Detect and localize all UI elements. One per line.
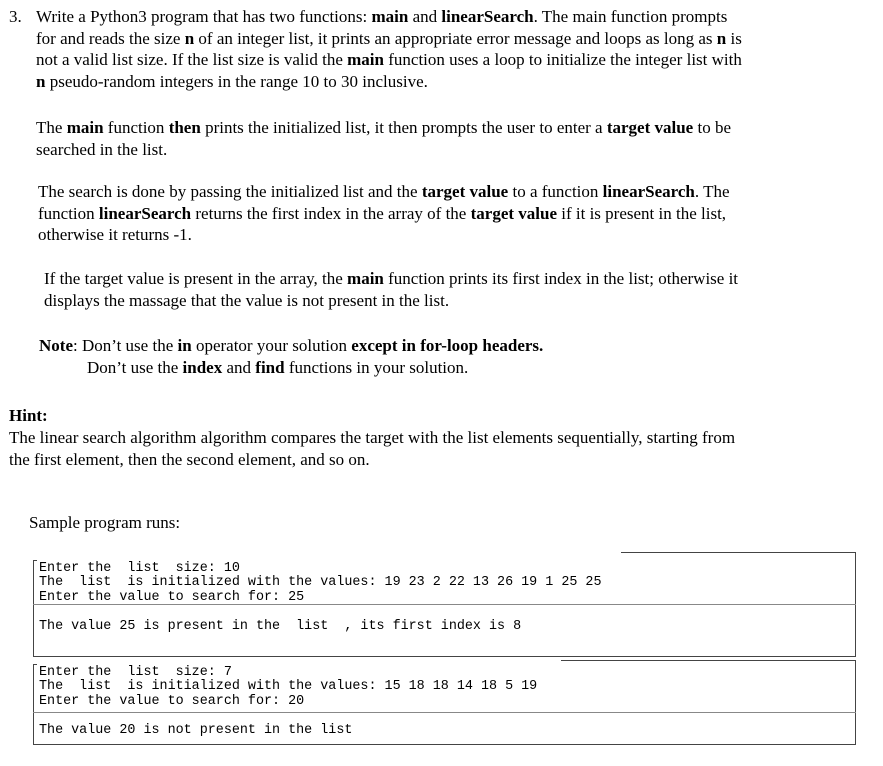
bold-term: target value [421, 182, 509, 201]
run2-line-3: Enter the value to search for: 20 [39, 694, 305, 709]
text-run: Don’t use the [87, 357, 183, 377]
run2-top-rule [561, 660, 856, 661]
text-run: and [222, 357, 256, 377]
text-run: to be [693, 118, 732, 137]
p2-line-2 [36, 139, 167, 161]
note-line-1 [39, 335, 543, 357]
bold-term: then [168, 118, 201, 137]
text-run: not a valid list size. If the list size is valid the [36, 50, 348, 69]
p1-line-1 [36, 6, 727, 28]
bold-term: n [36, 71, 46, 91]
run1-bottom-rule [33, 656, 856, 657]
bold-term: linearSearch [441, 7, 534, 26]
bold-term: main [66, 118, 104, 137]
text-run: returns the first index in the array of the [191, 203, 471, 223]
run1-top-rule [621, 552, 856, 553]
text-run: prints the initialized list, it then prompts the user to enter a [200, 118, 607, 137]
text-run: : Don’t use the [72, 336, 178, 355]
text-run: to a function [508, 182, 603, 201]
run2-right-border [855, 660, 856, 744]
hint-title: Hint: [9, 406, 48, 425]
text-run: is [726, 28, 742, 48]
p4-line-2 [44, 290, 449, 312]
sample-title: Sample program runs: [29, 513, 181, 532]
bold-term: except in for-loop headers. [351, 336, 544, 355]
bold-term: linearSearch [602, 182, 695, 201]
bold-term: main [347, 269, 384, 288]
bold-term: n [184, 28, 195, 48]
text-run: pseudo-random integers in the range 10 to 30 inclusive. [45, 71, 428, 91]
run1-line-1: Enter the list size: 10 [39, 561, 240, 576]
text-run: displays the massage that the value is not present in the list. [44, 290, 450, 310]
run2-line-4: The value 20 is not present in the list [39, 723, 353, 738]
bold-term: target value [606, 118, 694, 137]
text-run: of an integer list, it prints an appropriate error message and loops as long as [194, 28, 717, 48]
text-run: if it is present in the list, [557, 203, 727, 223]
question-number: 3. [9, 7, 22, 26]
text-run: . The main function prompts [533, 7, 728, 26]
text-run: function [38, 203, 99, 223]
run2-line-1: Enter the list size: 7 [39, 665, 232, 680]
text-run: function uses a loop to initialize the integer list with [383, 50, 742, 69]
run2-top-tick [33, 664, 37, 665]
bold-term: in [177, 336, 192, 355]
text-run: Write a Python3 program that has two functions: [36, 7, 372, 26]
run2-line-2: The list is initialized with the values: 15 18 18 14 18 5 19 [39, 679, 538, 694]
text-run: otherwise it returns -1. [38, 225, 192, 244]
p1-line-4 [36, 71, 428, 93]
run1-line-3: Enter the value to search for: 25 [39, 590, 305, 605]
text-run: and [408, 7, 442, 26]
bold-term: n [716, 28, 727, 48]
text-run: If the target value is present in the array, the [44, 269, 348, 288]
note-line-2 [87, 357, 468, 379]
run1-line-2: The list is initialized with the values: 19 23 2 22 13 26 19 1 25 25 [39, 575, 602, 590]
p3-line-3 [38, 224, 192, 246]
run1-line-4: The value 25 is present in the list , its first index is 8 [39, 619, 522, 634]
bold-term: main [347, 50, 384, 69]
text-run: for and reads the size [36, 28, 185, 48]
p1-line-3 [36, 49, 742, 71]
text-run: functions in your solution. [284, 357, 469, 377]
bold-term: index [182, 357, 223, 377]
text-run: . The [694, 182, 730, 201]
bold-term: target value [470, 203, 557, 223]
text-run: searched in the list. [36, 139, 168, 159]
run2-left-border [33, 664, 34, 744]
hint-line-2: the first element, then the second element, and so on. [9, 450, 370, 469]
bold-term: find [255, 357, 285, 377]
text-run: function prints its first index in the list; otherwise it [383, 269, 739, 288]
text-run: The [36, 118, 67, 137]
hint-line-1: The linear search algorithm algorithm compares the target with the list elements sequentially, starting from [9, 428, 736, 447]
p3-line-1 [38, 181, 730, 203]
run2-bottom-rule [33, 744, 856, 745]
text-run: The search is done by passing the initialized list and the [38, 182, 422, 201]
p3-line-2 [38, 203, 726, 225]
run2-separator [33, 712, 856, 713]
text-run: function [103, 118, 169, 137]
run1-left-border [33, 560, 34, 656]
run1-top-tick [33, 560, 37, 561]
bold-term: Note [39, 336, 73, 355]
p2-line-1 [36, 117, 731, 139]
p4-line-1 [44, 268, 738, 290]
p1-line-2 [36, 28, 742, 50]
bold-term: main [371, 7, 409, 26]
text-run: operator your solution [191, 336, 352, 355]
bold-term: linearSearch [98, 203, 192, 223]
